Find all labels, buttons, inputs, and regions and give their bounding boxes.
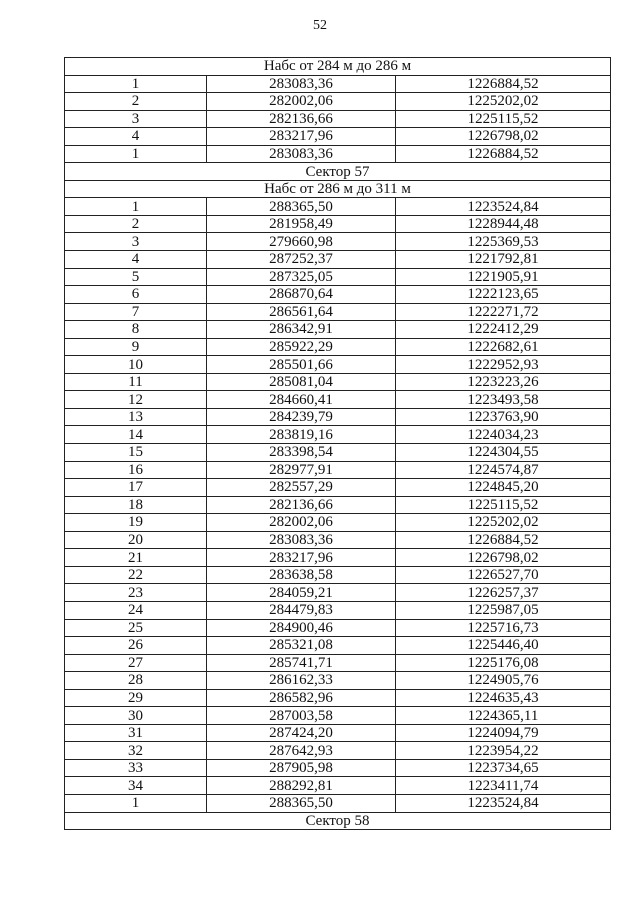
table-row <box>65 479 611 497</box>
point-number-cell: 20 <box>65 531 207 549</box>
table-row <box>65 356 611 374</box>
point-number-cell: 2 <box>65 93 207 111</box>
y-coordinate-cell: 1226884,52 <box>396 531 611 549</box>
x-coordinate-cell: 287252,37 <box>207 251 396 269</box>
point-number-cell: 27 <box>65 654 207 672</box>
table-row <box>65 198 611 216</box>
table-row <box>65 461 611 479</box>
y-coordinate-cell: 1221792,81 <box>396 251 611 269</box>
point-number-cell: 14 <box>65 426 207 444</box>
section-header-row <box>65 58 611 76</box>
x-coordinate-cell: 286870,64 <box>207 286 396 304</box>
x-coordinate-cell: 285741,71 <box>207 654 396 672</box>
point-number-cell: 16 <box>65 461 207 479</box>
y-coordinate-cell: 1222271,72 <box>396 303 611 321</box>
x-coordinate-cell: 285081,04 <box>207 373 396 391</box>
point-number-cell: 29 <box>65 689 207 707</box>
point-number-cell: 2 <box>65 215 207 233</box>
y-coordinate-cell: 1223493,58 <box>396 391 611 409</box>
x-coordinate-cell: 282002,06 <box>207 93 396 111</box>
y-coordinate-cell: 1222123,65 <box>396 286 611 304</box>
table-row <box>65 514 611 532</box>
y-coordinate-cell: 1224845,20 <box>396 479 611 497</box>
table-row <box>65 742 611 760</box>
y-coordinate-cell: 1225716,73 <box>396 619 611 637</box>
x-coordinate-cell: 282557,29 <box>207 479 396 497</box>
section-header: Сектор 58 <box>65 812 611 830</box>
point-number-cell: 3 <box>65 233 207 251</box>
x-coordinate-cell: 285922,29 <box>207 338 396 356</box>
point-number-cell: 30 <box>65 707 207 725</box>
section-header: Набс от 286 м до 311 м <box>65 180 611 198</box>
x-coordinate-cell: 287905,98 <box>207 759 396 777</box>
table-row <box>65 286 611 304</box>
x-coordinate-cell: 288365,50 <box>207 198 396 216</box>
table-row <box>65 75 611 93</box>
y-coordinate-cell: 1226257,37 <box>396 584 611 602</box>
table-row <box>65 303 611 321</box>
point-number-cell: 1 <box>65 75 207 93</box>
y-coordinate-cell: 1224905,76 <box>396 672 611 690</box>
section-header-row <box>65 163 611 181</box>
x-coordinate-cell: 284660,41 <box>207 391 396 409</box>
y-coordinate-cell: 1222952,93 <box>396 356 611 374</box>
table-row <box>65 619 611 637</box>
point-number-cell: 8 <box>65 321 207 339</box>
y-coordinate-cell: 1225115,52 <box>396 496 611 514</box>
y-coordinate-cell: 1223524,84 <box>396 198 611 216</box>
y-coordinate-cell: 1224635,43 <box>396 689 611 707</box>
table-row <box>65 759 611 777</box>
table-row <box>65 672 611 690</box>
x-coordinate-cell: 283398,54 <box>207 444 396 462</box>
table-row <box>65 496 611 514</box>
x-coordinate-cell: 283083,36 <box>207 531 396 549</box>
y-coordinate-cell: 1226798,02 <box>396 549 611 567</box>
y-coordinate-cell: 1224574,87 <box>396 461 611 479</box>
y-coordinate-cell: 1225176,08 <box>396 654 611 672</box>
x-coordinate-cell: 283819,16 <box>207 426 396 444</box>
y-coordinate-cell: 1224365,11 <box>396 707 611 725</box>
y-coordinate-cell: 1228944,48 <box>396 215 611 233</box>
table-row <box>65 531 611 549</box>
y-coordinate-cell: 1223954,22 <box>396 742 611 760</box>
table-row <box>65 426 611 444</box>
y-coordinate-cell: 1224304,55 <box>396 444 611 462</box>
section-header-row <box>65 812 611 830</box>
y-coordinate-cell: 1226798,02 <box>396 128 611 146</box>
table-row <box>65 584 611 602</box>
point-number-cell: 34 <box>65 777 207 795</box>
point-number-cell: 33 <box>65 759 207 777</box>
table-row <box>65 93 611 111</box>
point-number-cell: 28 <box>65 672 207 690</box>
y-coordinate-cell: 1223734,65 <box>396 759 611 777</box>
y-coordinate-cell: 1223763,90 <box>396 408 611 426</box>
y-coordinate-cell: 1225987,05 <box>396 601 611 619</box>
x-coordinate-cell: 283217,96 <box>207 549 396 567</box>
point-number-cell: 13 <box>65 408 207 426</box>
point-number-cell: 10 <box>65 356 207 374</box>
table-row <box>65 566 611 584</box>
coordinates-table <box>64 57 611 830</box>
y-coordinate-cell: 1225115,52 <box>396 110 611 128</box>
point-number-cell: 31 <box>65 724 207 742</box>
x-coordinate-cell: 284479,83 <box>207 601 396 619</box>
point-number-cell: 18 <box>65 496 207 514</box>
point-number-cell: 7 <box>65 303 207 321</box>
table-row <box>65 724 611 742</box>
point-number-cell: 9 <box>65 338 207 356</box>
x-coordinate-cell: 282136,66 <box>207 496 396 514</box>
point-number-cell: 3 <box>65 110 207 128</box>
y-coordinate-cell: 1225202,02 <box>396 514 611 532</box>
page-number: 52 <box>313 18 327 33</box>
point-number-cell: 11 <box>65 373 207 391</box>
y-coordinate-cell: 1223524,84 <box>396 794 611 812</box>
y-coordinate-cell: 1223223,26 <box>396 373 611 391</box>
point-number-cell: 17 <box>65 479 207 497</box>
point-number-cell: 6 <box>65 286 207 304</box>
table-row <box>65 794 611 812</box>
point-number-cell: 12 <box>65 391 207 409</box>
table-row <box>65 391 611 409</box>
table-row <box>65 637 611 655</box>
y-coordinate-cell: 1222682,61 <box>396 338 611 356</box>
y-coordinate-cell: 1226884,52 <box>396 75 611 93</box>
x-coordinate-cell: 286162,33 <box>207 672 396 690</box>
x-coordinate-cell: 287424,20 <box>207 724 396 742</box>
x-coordinate-cell: 282002,06 <box>207 514 396 532</box>
x-coordinate-cell: 287325,05 <box>207 268 396 286</box>
table-row <box>65 215 611 233</box>
table-row <box>65 145 611 163</box>
x-coordinate-cell: 284900,46 <box>207 619 396 637</box>
point-number-cell: 32 <box>65 742 207 760</box>
x-coordinate-cell: 288365,50 <box>207 794 396 812</box>
section-header: Сектор 57 <box>65 163 611 181</box>
coordinates-table-body <box>65 58 611 830</box>
x-coordinate-cell: 282136,66 <box>207 110 396 128</box>
table-row <box>65 777 611 795</box>
y-coordinate-cell: 1225446,40 <box>396 637 611 655</box>
table-row <box>65 601 611 619</box>
table-row <box>65 251 611 269</box>
point-number-cell: 24 <box>65 601 207 619</box>
x-coordinate-cell: 287003,58 <box>207 707 396 725</box>
table-row <box>65 689 611 707</box>
table-row <box>65 128 611 146</box>
x-coordinate-cell: 285501,66 <box>207 356 396 374</box>
point-number-cell: 26 <box>65 637 207 655</box>
point-number-cell: 25 <box>65 619 207 637</box>
x-coordinate-cell: 283083,36 <box>207 75 396 93</box>
y-coordinate-cell: 1222412,29 <box>396 321 611 339</box>
table-row <box>65 408 611 426</box>
point-number-cell: 15 <box>65 444 207 462</box>
x-coordinate-cell: 286342,91 <box>207 321 396 339</box>
x-coordinate-cell: 284239,79 <box>207 408 396 426</box>
x-coordinate-cell: 287642,93 <box>207 742 396 760</box>
y-coordinate-cell: 1225369,53 <box>396 233 611 251</box>
table-row <box>65 549 611 567</box>
x-coordinate-cell: 286561,64 <box>207 303 396 321</box>
point-number-cell: 1 <box>65 198 207 216</box>
x-coordinate-cell: 283083,36 <box>207 145 396 163</box>
section-header-row <box>65 180 611 198</box>
table-row <box>65 321 611 339</box>
x-coordinate-cell: 282977,91 <box>207 461 396 479</box>
y-coordinate-cell: 1224094,79 <box>396 724 611 742</box>
point-number-cell: 4 <box>65 128 207 146</box>
x-coordinate-cell: 288292,81 <box>207 777 396 795</box>
x-coordinate-cell: 283217,96 <box>207 128 396 146</box>
table-row <box>65 338 611 356</box>
table-row <box>65 268 611 286</box>
y-coordinate-cell: 1225202,02 <box>396 93 611 111</box>
point-number-cell: 4 <box>65 251 207 269</box>
x-coordinate-cell: 283638,58 <box>207 566 396 584</box>
point-number-cell: 5 <box>65 268 207 286</box>
x-coordinate-cell: 285321,08 <box>207 637 396 655</box>
y-coordinate-cell: 1226527,70 <box>396 566 611 584</box>
y-coordinate-cell: 1221905,91 <box>396 268 611 286</box>
point-number-cell: 19 <box>65 514 207 532</box>
x-coordinate-cell: 279660,98 <box>207 233 396 251</box>
point-number-cell: 21 <box>65 549 207 567</box>
point-number-cell: 1 <box>65 794 207 812</box>
table-row <box>65 707 611 725</box>
table-row <box>65 110 611 128</box>
point-number-cell: 22 <box>65 566 207 584</box>
table-row <box>65 444 611 462</box>
point-number-cell: 1 <box>65 145 207 163</box>
table-row <box>65 654 611 672</box>
point-number-cell: 23 <box>65 584 207 602</box>
x-coordinate-cell: 281958,49 <box>207 215 396 233</box>
y-coordinate-cell: 1224034,23 <box>396 426 611 444</box>
table-row <box>65 373 611 391</box>
section-header: Набс от 284 м до 286 м <box>65 58 611 76</box>
table-row <box>65 233 611 251</box>
x-coordinate-cell: 284059,21 <box>207 584 396 602</box>
x-coordinate-cell: 286582,96 <box>207 689 396 707</box>
y-coordinate-cell: 1226884,52 <box>396 145 611 163</box>
y-coordinate-cell: 1223411,74 <box>396 777 611 795</box>
